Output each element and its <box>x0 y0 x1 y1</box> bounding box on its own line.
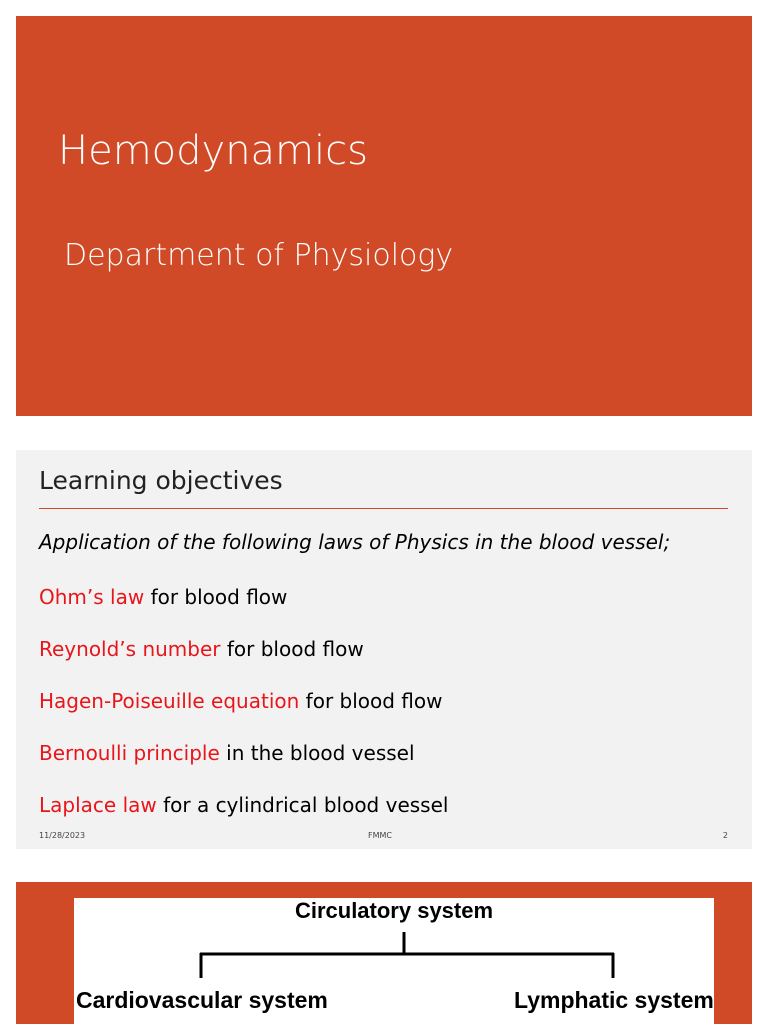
diagram-slide <box>16 882 752 1024</box>
objective-highlight: Bernoulli principle <box>39 741 220 765</box>
objective-item <box>39 793 448 817</box>
page-number: 2 <box>722 831 728 840</box>
objective-highlight: Ohm’s law <box>39 585 145 609</box>
objective-item <box>39 689 443 713</box>
objective-text: for blood flow <box>144 585 288 609</box>
objective-text: for blood flow <box>220 637 364 661</box>
title-slide <box>16 16 752 416</box>
objective-text: for a cylindrical blood vessel <box>156 793 449 817</box>
slide-title: Hemodynamics <box>58 128 368 174</box>
objectives-slide <box>16 450 752 849</box>
footer-center: FMMC <box>368 831 392 840</box>
intro-text: Application of the following laws of Physics in the blood vessel; <box>39 530 671 554</box>
slide-subtitle: Department of Physiology <box>64 238 454 273</box>
cardiovascular-label: Cardiovascular system <box>76 987 328 1013</box>
heading-divider <box>39 508 728 509</box>
objective-text: for blood flow <box>299 689 443 713</box>
circulatory-diagram <box>74 898 714 1024</box>
footer-date: 11/28/2023 <box>39 831 86 840</box>
objective-text: in the blood vessel <box>219 741 415 765</box>
diagram-title: Circulatory system <box>294 898 494 923</box>
slide-heading: Learning objectives <box>39 466 283 495</box>
lymphatic-label: Lymphatic system <box>514 987 714 1013</box>
objective-highlight: Reynold’s number <box>39 637 221 661</box>
objective-item <box>39 741 415 765</box>
objective-item <box>39 585 287 609</box>
objective-item <box>39 637 364 661</box>
objective-highlight: Hagen-Poiseuille equation <box>39 689 300 713</box>
objective-highlight: Laplace law <box>39 793 157 817</box>
